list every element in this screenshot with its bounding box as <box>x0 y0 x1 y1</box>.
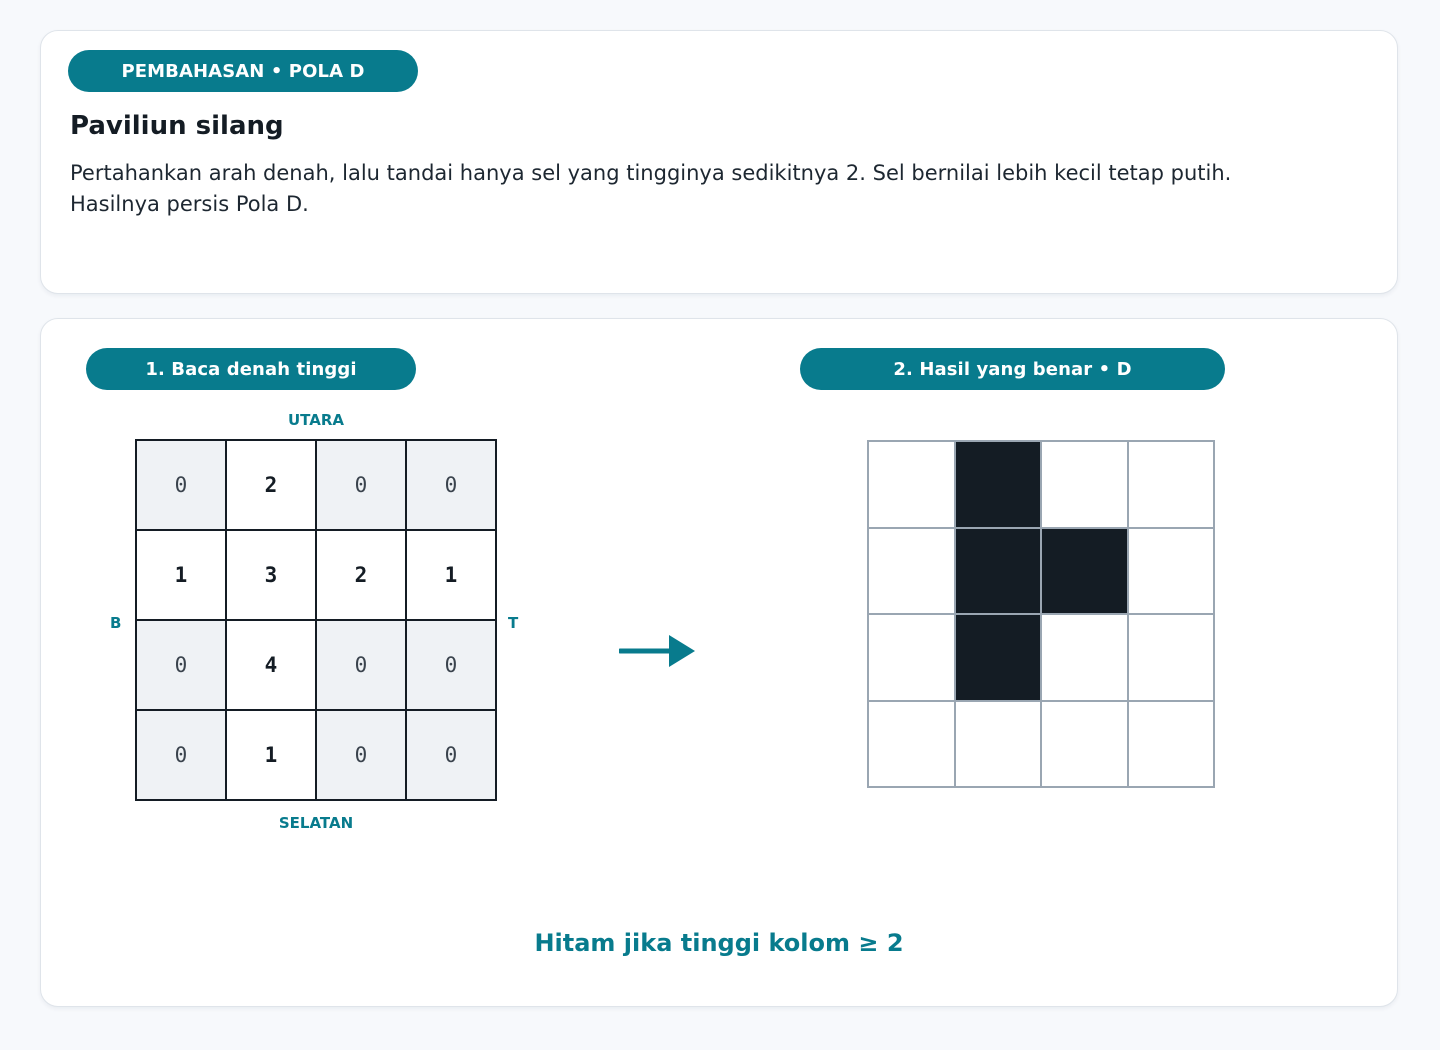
pattern-cell-empty <box>1128 614 1215 701</box>
height-cell: 0 <box>136 710 226 800</box>
height-cell: 0 <box>406 710 496 800</box>
height-cell: 1 <box>406 530 496 620</box>
pattern-cell-empty <box>1128 701 1215 788</box>
height-cell: 3 <box>226 530 316 620</box>
pattern-cell-empty <box>1041 701 1128 788</box>
pattern-cell-filled <box>955 528 1042 615</box>
pattern-cell-filled <box>955 614 1042 701</box>
page-title: Paviliun silang <box>70 111 284 141</box>
height-cell: 4 <box>226 620 316 710</box>
rule-text: Hitam jika tinggi kolom ≥ 2 <box>534 929 904 957</box>
compass-east-label: T <box>508 614 519 632</box>
step2-label: 2. Hasil yang benar • D <box>800 348 1225 390</box>
pattern-cell-empty <box>868 528 955 615</box>
section-badge: PEMBAHASAN • POLA D <box>68 50 418 92</box>
description-text: Pertahankan arah denah, lalu tandai hanya sel yang tingginya sedikitnya 2. Sel bernilai lebih kecil tetap putih. Hasilnya persis Pola D. <box>70 161 1232 216</box>
pattern-cell-empty <box>955 701 1042 788</box>
height-cell: 0 <box>316 620 406 710</box>
solution-card <box>40 318 1398 1007</box>
height-cell: 0 <box>316 710 406 800</box>
pattern-cell-empty <box>1128 441 1215 528</box>
height-cell: 0 <box>316 440 406 530</box>
pattern-cell-empty <box>1041 441 1128 528</box>
pattern-cell-empty <box>868 701 955 788</box>
explanation-card <box>40 30 1398 294</box>
pattern-cell-filled <box>1041 528 1128 615</box>
height-cell: 2 <box>226 440 316 530</box>
arrow-right-icon <box>619 634 699 674</box>
height-cell: 0 <box>136 620 226 710</box>
height-map-grid <box>135 439 497 801</box>
result-pattern-grid <box>867 440 1215 788</box>
height-cell: 0 <box>406 440 496 530</box>
pattern-cell-empty <box>868 441 955 528</box>
height-cell: 1 <box>136 530 226 620</box>
height-cell: 0 <box>136 440 226 530</box>
pattern-cell-empty <box>1128 528 1215 615</box>
pattern-cell-filled <box>955 441 1042 528</box>
compass-west-label: B <box>110 614 122 632</box>
compass-south-label: SELATAN <box>278 814 354 832</box>
step1-label: 1. Baca denah tinggi <box>86 348 416 390</box>
compass-north-label: UTARA <box>287 411 344 429</box>
pattern-cell-empty <box>868 614 955 701</box>
height-cell: 0 <box>406 620 496 710</box>
height-cell: 2 <box>316 530 406 620</box>
pattern-cell-empty <box>1041 614 1128 701</box>
height-cell: 1 <box>226 710 316 800</box>
